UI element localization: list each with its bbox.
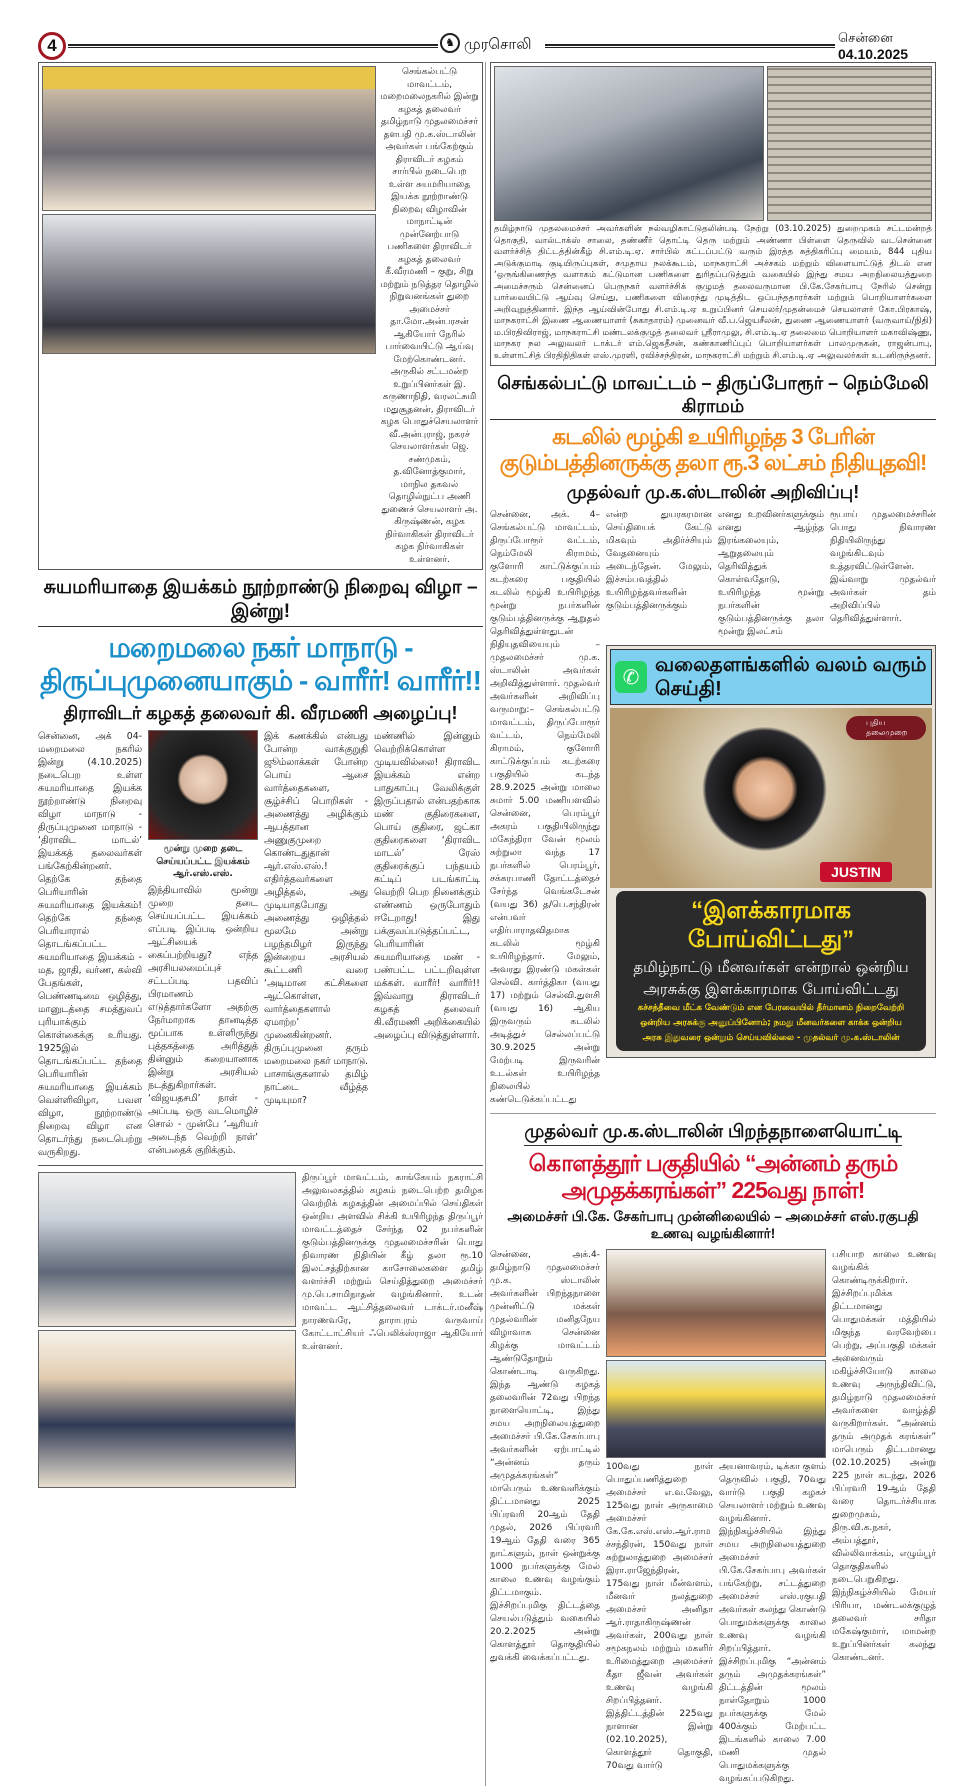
headline: மறைமலை நகர் மாநாடு - திருப்புமுனையாகும் - வாரீர்! வாரீர்!! bbox=[40, 631, 481, 697]
kicker: முதல்வர் மு.க.ஸ்டாலின் பிறந்தநாளையொட்டி bbox=[524, 1120, 901, 1146]
quote-panel bbox=[616, 891, 926, 1050]
story-column: இந்தியாவில் மூன்று முறை தடை செய்யப்பட்ட இயக்கம் எப்படி இப்படி ஒன்றிய ஆட்சியைக் கைப்பற்றியது? எந்த அரசியலமைப்புச் சட்டப்படி பதவிப் பிரமாணம் எடுத்தார்களோ அதற்கு நேர்மாறாக தானடித்த மூப்பாக உள்ளிருந்து புத்தகத்தை அரித்துத் தின்னும் கறையானாக இன்று அரசியல் நடத்துகிறார்கள். ‘விஜயதசமி’ நாள் - அப்படி ஒரு வடமொழிச் சொல் - முன்பே ‘ஆரியர் அடைந்த வெற்றி நாள்’ என்பதைக் குறிக்கும். bbox=[148, 884, 258, 1156]
story-column: எனது உறவினர்களுக்கும் எனது ஆழ்ந்த இரங்கலையும், ஆறுதலையும் தெரிவித்துக் கொள்வதோடு, உயிரிழந்த மூன்று நபர்களின் குடும்பத்தினருக்கு தலா மூன்று இலட்சம் bbox=[718, 510, 824, 638]
social-media-news-panel bbox=[606, 645, 936, 1057]
whatsapp-icon: ✆ bbox=[615, 661, 647, 693]
header-rule bbox=[68, 44, 438, 48]
header-date: 04.10.2025 bbox=[838, 46, 909, 62]
story-column: ரூபாய் முதலமைச்சரின் பொது நிவாரண நிதியிலிருந்து வழங்கிடவும் உத்தரவிட்டுள்ளேன். இவ்வாறு முதல்வர் அவர்கள் தம் அறிவிப்பில் தெரிவித்துள்ளார். bbox=[830, 510, 936, 625]
banner bbox=[610, 649, 932, 705]
channel-logo: புதிய தலைமுறை bbox=[846, 716, 926, 740]
quote-subline: ஒன்றிய அரசுக்கு அனுப்பினோம்; நமது மீனவர்களை காக்க ஒன்றிய bbox=[640, 1017, 902, 1028]
story3-heads bbox=[490, 372, 936, 503]
column-subhead: மூன்று முறை தடை செய்யப்பட்ட இயக்கம் ஆர்.எஸ்.எஸ். bbox=[156, 844, 250, 880]
story4-columns bbox=[606, 1461, 826, 1786]
story1-body bbox=[38, 730, 483, 1159]
cheque-handover-photo bbox=[38, 1172, 296, 1327]
headline: கொளத்தூர் பகுதியில் “அன்னம் தரும் அமுதக்கரங்கள்” 225வது நாள்! bbox=[528, 1149, 898, 1204]
section-divider bbox=[38, 1165, 483, 1166]
page-number: 4 bbox=[38, 32, 66, 60]
cmda-photos bbox=[494, 66, 932, 221]
left-half bbox=[38, 62, 486, 1786]
quote-subline: கச்சத்தீவை மீட்க வேண்டும் என பேரவையில் தீர்மானம் நிறைவேற்றி bbox=[637, 1002, 905, 1013]
photo-caption: தமிழ்நாடு முதலமைச்சர் அவர்களின் நல்வழிகாட்டுதலின்படி நேற்று (03.10.2025) துறைமுகம் சட்டமன்றத் தொகுதி, வால்டாக்ஸ் சாலை, தண்ணீர் தொட்டி தெரு மற்றும் அண்ணா பிள்ளை தெருவில் வடசென்னை வளர்ச்சித் திட்டத்தின்கீழ் சி.எம்.டி.ஏ. சார்பில் கட்டப்பட்டு வரும் இரத்த சுத்திகரிப்பு மையம், 844 புதிய அடுக்குமாடி குடியிருப்புகள், சமுதாய நலக்கூடம், மாநகராட்சி அச்சகம் மற்றும் விளையாட்டுத் திடல் என ‘ஒருங்கிணைந்த வளாகம் கட்டுமான பணிகளை துரிதப்படுத்தும் வகையில் இந்து சமய அறநிலையத்துறை அமைச்சரும் சென்னைப் பெருநகர் வளர்ச்சிக் குழுமத் தலைவருமான பி.கே.சேகர்பாபு நேரில் சென்று பார்வையிட்டு ஆய்வு செய்து, பணிகளை விரைந்து முடித்திட ஒப்பந்ததாரர்கள் மற்றும் பொறியாளர்களை அறிவுறுத்தினார். இந்த ஆய்வின்போது சி.எம்.டி.ஏ உறுப்பினர் செயலர்/முதன்மைச் செயலாளர் கோ.பிரகாஷ், மாநகராட்சி இணை ஆணையாளர் (சுகாதாரம்) முனைவர் வீ.ப.ஜெயசீலன், துணை ஆணையாளர் (வருவாய்/நிதி) ம.பிரதிவிராஜ், மாநகராட்சி மண்டலக்குழுத் தலைவர் ஸ்ரீராமுலு, சி.எம்.டி.ஏ தலைமை பொறியாளர் மகாவிஷ்ணு, மாநகர நல அலுவலர் டாக்டர் எம்.ஜெகதீசன், கண்காணிப்புப் பொறியாளர்கள் பாலமுருகன், ராஜன்பாபு, உள்ளாட்சித் பிரதிநிதிகள் எஸ்.முரளி, ரவிச்சந்திரன், மாநகராட்சி மற்றும் சி.எம்.டி.ஏ அலுவலர்கள் உடனிருந்தனர். bbox=[494, 224, 932, 361]
photo-box-marainagar bbox=[38, 62, 483, 570]
story-column: சென்னை, அக் 04- மறைமலை நகரில் இன்று (4.10.2025) நடைபெற உள்ள சுயமரியாதை இயக்க நூற்றாண்டு நிறைவு விழா மாநாடு - திருப்புமுனை மாநாடு - ‘திராவிட மாடல்’ இயக்கத் தலைவர்கள் பங்கேற்கின்றனர். தெற்கே தந்தை பெரியாரின் சுயமரியாதை இயக்கம்! தெற்கே தந்தை பெரியாரால் தொடங்கப்பட்ட சுயமரியாதை இயக்கம் - மத, ஜாதி, வர்ண, கல்வி பேதங்கள், பெண்ணடிமை ஒழித்து, மானுடத்தை சமத்துவப் புரியாக்கும் கொள்கைக்கு உரியது. 1925இல் தொடங்கப்பட்ட தந்தை பெரியாரின் சுயமரியாதை இயக்கம் வெள்ளிவிழா, பவள விழா, நூற்றாண்டு நிறைவு விழா என தொடர்ந்து நடைபெற்று வருகிறது. bbox=[38, 731, 142, 1159]
story-column: மண்ணில் இன்னும் வெற்றிக்கொள்ள முடியவில்லை! திராவிட இயக்கம் என்ற பாதுகாப்பு வேலிக்குள் இருப்பதால் என்பதற்காக மண் குதிரைகளை, பொய் குதிரை, ஜட்கா குதிரைகளை ‘திராவிட மாடல்’ ரேஸ் குதிரைக்குப் பந்தயம் கட்டிப் படங்காட்டி வெற்றி பெற நினைக்கும் எண்ணம் ஒருபோதும் ஈடேறாது! இது பக்குவப்படுத்தப்பட்ட, பெரியாரின் சுயமரியாதை மண் - பண்பட்ட பட்டறிவுள்ள மக்கள். வாரீர்! வாரீர்!! இவ்வாறு திராவிடர் கழகத் தலைவர் கி.வீரமணி அறிக்கையில் அழைப்பு விடுத்துள்ளார். bbox=[374, 731, 480, 1042]
story4-heads bbox=[490, 1120, 936, 1242]
page-header bbox=[0, 0, 972, 62]
photo-caption: திருப்பூர் மாவட்டம், காங்கேயம் நகராட்சி அலுவலகத்தில் கழகம் நடைபெற்ற தமிழக வெற்றிக் கழகத்தின் அமைப்பில் செய்திகள் ஒன்றிய அளவில் சிக்கி உயிரிழந்த திருப்பூர் மாவட்டத்தைச் சேர்ந்த 02 நபர்களின் குடும்பத்தினருக்கு முதலமைச்சரின் பொது நிவாரண நிதியின் கீழ் தலா ரூ.10 இலட்சத்திற்கான காசோலைகளை தமிழ் வளர்ச்சி மற்றும் செய்தித்துறை அமைச்சர் மு.பெ.சாமிநாதன் வழங்கினார். உடன் மாவட்ட ஆட்சித்தலைவர் டாக்டர்.மனீஷ் நாரணவரே, தாராபுரம் வருவாய் கோட்டாட்சியர் ஃபெலிக்ஸ்ராஜா ஆகியோர் உள்ளனர். bbox=[302, 1173, 483, 1353]
quote-line: தமிழ்நாட்டு மீனவர்கள் என்றால் ஒன்றிய bbox=[633, 957, 909, 976]
header-city: சென்னை bbox=[838, 31, 893, 46]
subhead: திராவிடர் கழகத் தலைவர் கி. வீரமணி அழைப்பு! bbox=[63, 702, 458, 723]
story1-heads bbox=[38, 576, 483, 724]
masthead-name: முரசொலி bbox=[464, 35, 532, 53]
food-distribution-photo bbox=[606, 1249, 826, 1357]
story-column: பசியாற காலை உணவு வழங்கிக் கொண்டிருக்கிறார். இச்சிறப்புமிக்க திட்டமானது பொதுமக்கள் மத்தியில் மிகுந்த வரவேற்பை பெற்று, அப்பகுதி மக்கள் அனைவரும் மகிழ்ச்சியோடு காலை உணவு அருந்திவிட்டு, தமிழ்நாடு முதலமைச்சர் அவர்களை வாழ்த்தி வருகிறார்கள். “அன்னம் தரும் அமுதக் கரங்கள்” மாபெரும் திட்டமானது (02.10.2025) அன்று 225 நாள் கடந்து, 2026 பிப்ரவரி 19ஆம் தேதி வரை தொடர்ச்சியாக துறைமுகம், திரு.வி.க.நகர், அம்பத்தூர், வில்லிவாக்கம், எழும்பூர் தொகுதிகளில் நடைபெறுகிறது. இந்நிகழ்ச்சியில் மேயர் பிரியா, மண்டலக்குழுத் தலைவர் சரிதா மகேஷ்குமார், மாமன்ற உறுப்பினர்கள் கலந்து கொண்டனர். bbox=[832, 1249, 936, 1663]
photo-stack bbox=[42, 66, 376, 566]
story3-right bbox=[606, 509, 936, 1107]
group-photo bbox=[42, 214, 376, 354]
section-divider bbox=[490, 1113, 936, 1114]
families-photo bbox=[38, 1330, 296, 1488]
veeramani-portrait bbox=[148, 730, 258, 840]
subhead: முதல்வர் மு.க.ஸ்டாலின் அறிவிப்பு! bbox=[566, 481, 860, 502]
story4-middle bbox=[606, 1249, 826, 1786]
justin-badge: JUSTIN bbox=[820, 862, 892, 882]
portrait-column bbox=[148, 730, 258, 1159]
building-photo bbox=[767, 66, 932, 221]
event-stage-photo bbox=[606, 1360, 826, 1458]
story-column: சென்னை, அக். 4– செங்கல்பட்டு மாவட்டம், திருப்போரூர் வட்டம், நெம்மேலி கிராமம், குளோரி காட்டுக்குப்பம் கடற்கரை பகுதியில் கடலில் மூழ்கி உயிரிழந்த மூன்று நபர்களின் குடும்பத்தினருக்கு ஆறுதல் தெரிவித்துள்ளதுடன் நிதியுதவியையும் – முதலமைச்சர் மு.க. ஸ்டாலின் அவர்கள் அறிவித்துள்ளார். முதல்வர் அவர்களின் அறிவிப்பு வருமாறு:– செங்கல்பட்டு மாவட்டம், திருப்போரூர் வட்டம், நெம்மேலி கிராமம், குளோரி காட்டுக்குப்பம் கடற்கரை பகுதியில் கடந்த 28.9.2025 அன்று மாலை சுமார் 5.00 மணியளவில் சென்னை, பெரம்பூர் அகரம் பகுதியிலிருந்து மகேந்திரா வேன் மூலம் சுற்றுலா வந்த 17 நபர்களில் பெரம்பூர், சக்கரபாணி தோட்டத்தைச் சேர்ந்த வெங்கடேசன் (வயது 36) த/பெ.சந்திரன் என்பவர் எதிர்பாராதவிதமாக கடலில் மூழ்கி உயிரிழந்தார். மேலும், அவரது இரண்டு மகள்கள் செல்வி. கார்த்திகா (வயது 17) மற்றும் செல்வி.துளசி (வயது 16) ஆகிய இருவரும் கடலில் அடித்துச் செல்லப்பட்டு 30.9.2025 அன்று மேற்படி இருவரின் உடல்கள் உயிரிழந்த நிலையில் கண்டெடுக்கப்பட்டது bbox=[490, 510, 600, 1106]
inspection-photo bbox=[42, 66, 376, 211]
story-column: அயனாவரம், டிக்கா குளம் தெருவில் பகுதி, 70வது வார்டு பகுதி கழகச் செயலாளர் மற்றும் உணவு வழங்கினார். இந்நிகழ்ச்சியில் இந்து சமய அறநிலையத்துறை அமைச்சர் பி.கே.சேகர்பாபு அவர்கள் பங்கேற்று, சட்டத்துறை அமைச்சர் எஸ்.ரகுபதி அவர்கள் கலந்து கொண்டு பொதுமக்களுக்கு காலை உணவு வழங்கி சிறப்பித்தார். இச்சிறப்புமிகு “அன்னம் தரும் அமுதக்கரங்கள்” திட்டத்தின் மூலம் நாள்தோறும் 1000 நபர்களுக்கு மேல் 400க்கும் மேற்பட்ட இடங்களில் காலை 7.00 மணி முதல் பொதுமக்களுக்கு வழங்கப்படுகிறது. bbox=[719, 1461, 826, 1784]
kicker: சுயமரியாதை இயக்கம் நூற்றாண்டு நிறைவு விழா – இன்று! bbox=[38, 576, 483, 627]
cm-speech-photo bbox=[610, 708, 932, 888]
header-rule bbox=[545, 44, 835, 48]
story5 bbox=[38, 1172, 483, 1488]
story4-body bbox=[490, 1249, 936, 1786]
page-body bbox=[0, 62, 972, 1786]
story3-body bbox=[490, 509, 936, 1107]
story-column: சென்னை, அக்.4- தமிழ்நாடு முதலமைச்சர் மு.க. ஸ்டாலின் அவர்களின் பிறந்தநாளை முன்னிட்டு மக்கள் முதல்வரின் மனிதநேய விழாவாக சென்னை கிழக்கு மாவட்டம் ஆண்டுதோறும் கொண்டாடி வருகிறது. இந்த ஆண்டு கழகத் தலைவரின் 72வது பிறந்த நாளையொட்டி, இந்து சமய அறநிலையத்துறை அமைச்சர் பி.கே.சேகர்பாபு அவர்களின் ஏற்பாட்டில் “அன்னம் தரும் அமுதக்கரங்கள்” மாபெரும் உணவளிக்கும் திட்டமானது 2025 பிப்ரவரி 20ஆம் தேதி முதல், 2026 பிப்ரவரி 19ஆம் தேதி வரை 365 நாட்களும், நாள் ஒன்றுக்கு 1000 நபர்களுக்கு மேல் காலை உணவு வழங்கும் திட்டமாகும். இச்சிறப்புமிகு திட்டத்தை செயல்படுத்தும் வகையில் 20.2.2025 அன்று கொளத்தூர் தொகுதியில் துவக்கி வைக்கப்பட்டது. bbox=[490, 1249, 600, 1663]
quote-line: அரசுக்கு இளக்காரமாக போய்விட்டது bbox=[643, 980, 899, 999]
story-column: என்ற துயரகரமான செய்தியைக் கேட்டு மிகவும் அதிர்ச்சியும் வேதனையும் அடைந்தேன். மேலும், இச்சம்பவத்தில் உயிரிழந்தவர்களின் குடும்பத்தினருக்கும் bbox=[606, 510, 712, 612]
right-half bbox=[490, 62, 936, 1786]
banner-title: வலைதளங்களில் வலம் வரும் செய்தி! bbox=[655, 654, 927, 701]
quote-headline: “இளக்காரமாக போய்விட்டது” bbox=[687, 897, 855, 954]
photo-box-cmda bbox=[490, 62, 936, 366]
story-column: 100வது நாள் பொதுப்பணித்துறை அமைச்சர் எ.வ.வேலு, 125வது நாள் அருகாமை அமைச்சர் கே.கே.எஸ்.எஸ்.ஆர்.ராமச்சந்திரன், 150வது நாள் சுற்றுலாத்துறை அமைச்சர் இரா.ராஜேந்திரன், 175வது நாள் மீன்வளம், மீனவர் நலத்துறை அமைச்சர் அனிதா ஆர்.ராதாகிருஷ்ணன் அவர்கள், 200வது நாள் சமூகநலம் மற்றும் மகளிர் உரிமைத்துறை அமைச்சர் கீதா ஜீவன் அவர்கள் உணவு வழங்கி சிறப்பித்தனர். இத்திட்டத்தின் 225வது நாளான இன்று (02.10.2025), கொளத்தூர் தொகுதி, 70வது வார்டு bbox=[606, 1461, 713, 1771]
officials-photo bbox=[494, 66, 764, 221]
story-column: இக் கணக்கில் என்பது போன்ற வாக்குறுதி ஜூம்லாக்கள் போன்ற பொய் ஆசை வார்த்தைகளை, சூழ்ச்சிப் பொறிகள் - அணைத்து அழிக்கும் ஆபத்தான அணுகுமுறை கொண்டதுதான் ஆர்.எஸ்.எஸ்.! எதிர்த்தவர்களை அழித்தல், அது முடியாதபோது அணைத்து ஒழித்தல் மூலமே அன்று பழந்தமிழர் இருந்து இன்றைய அரசியல் கூட்டணி வரை ‘அடிமான கட்சிகளை ஆட்கொள்ள, வார்த்தைகளால் ஏமாற்ற’ முனைகின்றனர். திருப்புமுனை தரும் மறைமலை நகர் மாநாடு. பாசாங்குகளால் தமிழ் நாட்டை வீழ்த்த முடியுமா? bbox=[264, 731, 368, 1107]
quote-subline: அரசு இதுவரை ஒன்றும் செய்யவில்லை - முதல்வர் மு.க.ஸ்டாலின் bbox=[642, 1032, 900, 1043]
headline: கடலில் மூழ்கி உயிரிழந்த 3 பேரின் குடும்பத்தினருக்கு தலா ரூ.3 லட்சம் நிதியுதவி! bbox=[499, 424, 927, 476]
kicker: செங்கல்பட்டு மாவட்டம் – திருப்போரூர் – நெம்மேலி கிராமம் bbox=[490, 372, 936, 420]
photo-caption: செங்கல்பட்டு மாவட்டம், மறைமலைநகரில் இன்று கழகத் தலைவர் தமிழ்நாடு முதலமைச்சர் தளபதி மு.க.ஸ்டாலின் அவர்கள் பங்கேற்கும் திராவிடர் கழகம் சார்பில் நடைபெற உள்ள சுயமரியாதை இயக்க நூற்றாண்டு நிறைவு விழாவின் மாநாட்டின் முன்னேற்பாடு பணிகளை திராவிடர் கழகத் தலைவர் கீ.வீரமணி – குறு, சிறு மற்றும் நடுத்தர தொழில் நிறுவனங்கள் துறை அமைச்சர் தா.மோ.அன்பரசன் ஆகியோர் நேரில் பார்வையிட்டு ஆய்வு மேற்கொண்டனர். அருகில் சட்டமன்ற உறுப்பினர்கள் இ. கருணாநிதி, வரலட்சுமி மதுசூதனன், திராவிடர் கழக பொதுச்செயலாளர் வீ.அன்புராஜ், நகரச் செயலாளர்கள் ஜெ. சண்முகம், த.வினோத்குமார், மாநில தகவல் தொழில்நுட்ப அணி துணைச் செயலாளர் அ. கிருஷ்ணன், கழக நிர்வாகிகள் திராவிடர் கழக நிர்வாகிகள் உள்ளனர். bbox=[380, 67, 479, 565]
story5-photos bbox=[38, 1172, 296, 1488]
subhead: அமைச்சர் பி.கே. சேகர்பாபு முன்னிலையில் – அமைச்சர் எஸ்.ரகுபதி உணவு வழங்கினார்! bbox=[507, 1208, 919, 1241]
story3-columns bbox=[606, 509, 936, 639]
drum-logo-icon: ♞ bbox=[440, 33, 460, 53]
